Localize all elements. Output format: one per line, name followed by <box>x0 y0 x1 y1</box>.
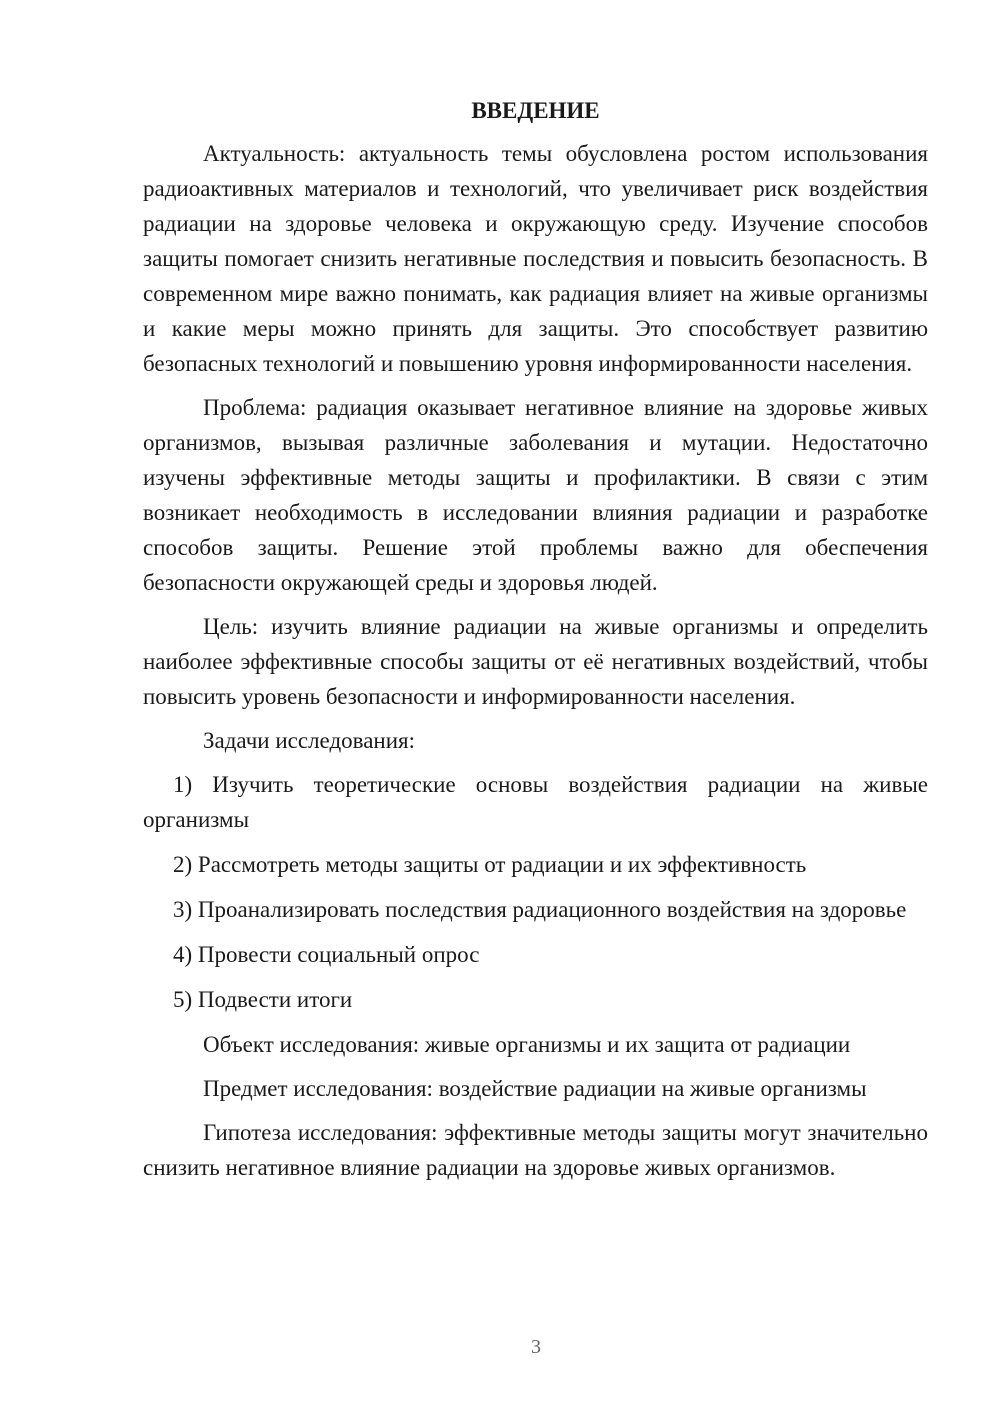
task-item-3: 3) Проанализировать последствия радиационного воздействия на здоровье <box>173 897 907 922</box>
page-content <box>143 95 928 1194</box>
task-item-5: 5) Подвести итоги <box>173 987 353 1012</box>
problem-paragraph: Проблема: радиация оказывает негативное влияние на здоровье живых организмов, вызывая различные заболевания и мутации. Недостаточно изучены эффективные методы защиты и профилактики. В связи с этим возникает необходимость в исследовании влияния радиации и разработке способов защиты. Решение этой проблемы важно для обеспечения безопасности окружающей среды и здоровья людей. <box>143 395 928 595</box>
goal-paragraph: Цель: изучить влияние радиации на живые организмы и определить наиболее эффективные способы защиты от её негативных воздействий, чтобы повысить уровень безопасности и информированности населения. <box>143 614 928 709</box>
task-item-1: 1) Изучить теоретические основы воздействия радиации на живые организмы <box>143 772 928 832</box>
research-hypothesis: Гипотеза исследования: эффективные методы защиты могут значительно снизить негативное влияние радиации на здоровье живых организмов. <box>143 1120 928 1180</box>
tasks-heading: Задачи исследования: <box>203 728 416 753</box>
task-item-4: 4) Провести социальный опрос <box>173 942 480 967</box>
research-object: Объект исследования: живые организмы и их защита от радиации <box>203 1032 851 1057</box>
page-number: 3 <box>531 1336 541 1358</box>
relevance-paragraph: Актуальность: актуальность темы обусловлена ростом использования радиоактивных материалов и технологий, что увеличивает риск воздействия радиации на здоровье человека и окружающую среду. Изучение способов защиты помогает снизить негативные последствия и повысить безопасность. В современном мире важно понимать, как радиация влияет на живые организмы и какие меры можно принять для защиты. Это способствует развитию безопасных технологий и повышению уровня информированности населения. <box>143 141 928 376</box>
research-subject: Предмет исследования: воздействие радиации на живые организмы <box>203 1076 867 1101</box>
section-title: ВВЕДЕНИЕ <box>471 98 600 123</box>
task-item-2: 2) Рассмотреть методы защиты от радиации и их эффективность <box>173 852 807 877</box>
